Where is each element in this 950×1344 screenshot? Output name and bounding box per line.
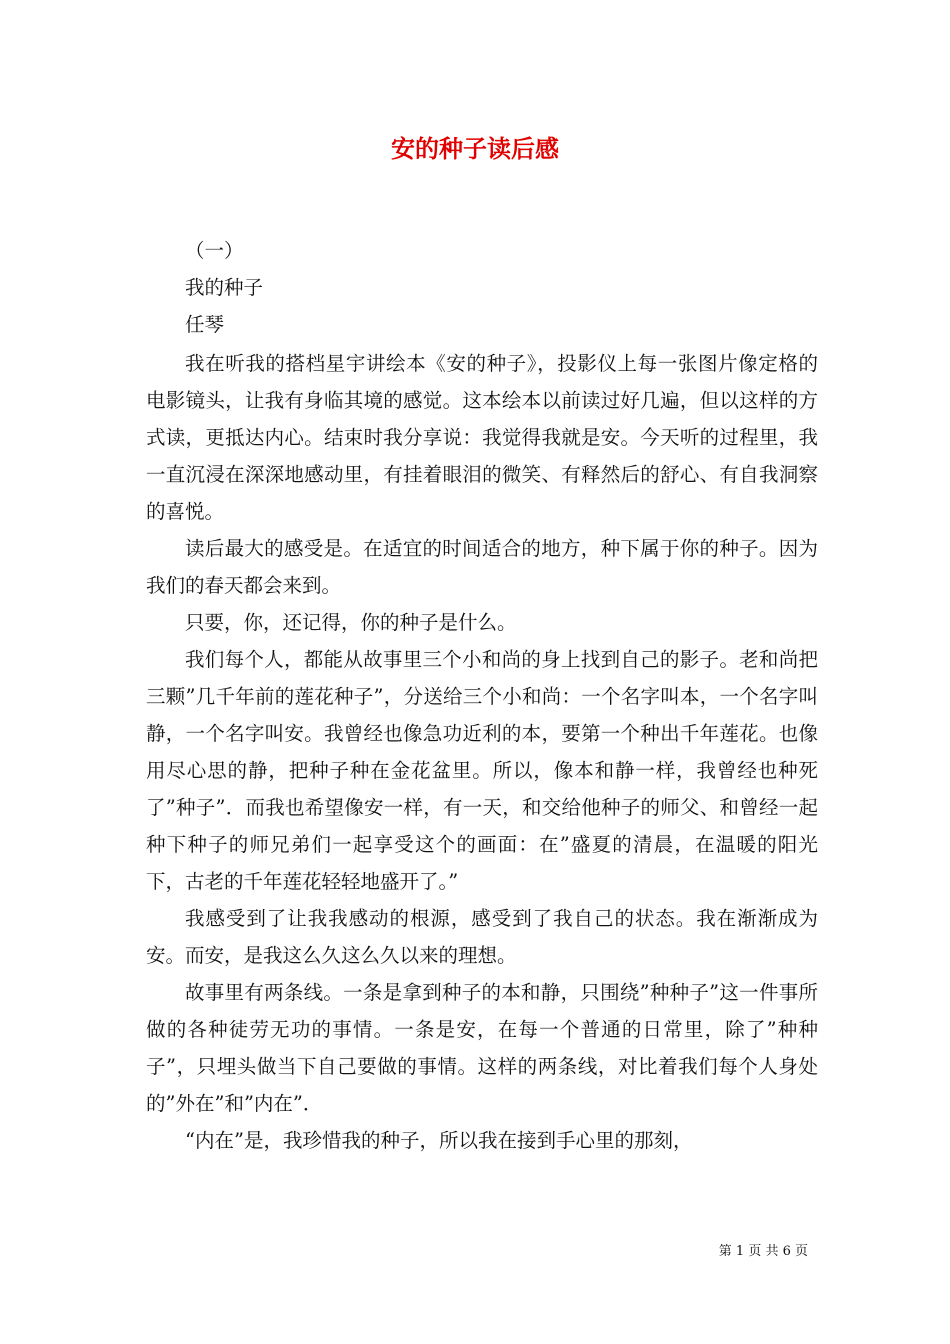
paragraph: 我们每个人，都能从故事里三个小和尚的身上找到自己的影子。老和尚把三颗”几千年前的莲花种子”，分送给三个小和尚：一个名字叫本，一个名字叫静，一个名字叫安。我曾经也像急功近利的本，要第一个种出千年莲花。也像用尽心思的静，把种子种在金花盆里。所以，像本和静一样，我曾经也种死了”种子”．而我也希望像安一样，有一天，和交给他种子的师父、和曾经一起种下种子的师兄弟们一起享受这个的画面：在”盛夏的清晨，在温暖的阳光下，古老的千年莲花轻轻地盛开了。”: [146, 648, 818, 893]
paragraph: 只要，你，还记得，你的种子是什么。: [185, 611, 517, 634]
document-title: 安的种子读后感: [391, 134, 559, 163]
paragraph: “内在”是，我珍惜我的种子，所以我在接到手心里的那刻，: [185, 1129, 693, 1152]
document-body: [146, 232, 818, 1159]
essay-title: 我的种子: [185, 276, 264, 299]
paragraph: 读后最大的感受是。在适宜的时间适合的地方，种下属于你的种子。因为我们的春天都会来到。: [146, 537, 818, 597]
section-number: （一）: [185, 239, 244, 262]
page-number: 第 1 页 共 6 页: [718, 1244, 808, 1259]
paragraph: 故事里有两条线。一条是拿到种子的本和静，只围绕”种种子”这一件事所做的各种徒劳无功的事情。一条是安，在每一个普通的日常里，除了”种种子”，只埋头做当下自己要做的事情。这样的两条线，对比着我们每个人身处的”外在”和”内在”．: [146, 981, 818, 1115]
paragraph: 我感受到了让我我感动的根源，感受到了我自己的状态。我在渐渐成为安。而安，是我这么久这么久以来的理想。: [146, 907, 818, 967]
paragraph: 我在听我的搭档星宇讲绘本《安的种子》，投影仪上每一张图片像定格的电影镜头，让我有身临其境的感觉。这本绘本以前读过好几遍，但以这样的方式读，更抵达内心。结束时我分享说：我觉得我就是安。今天听的过程里，我一直沉浸在深深地感动里，有挂着眼泪的微笑、有释然后的舒心、有自我洞察的喜悦。: [146, 352, 818, 523]
author-name: 任琴: [185, 313, 225, 336]
